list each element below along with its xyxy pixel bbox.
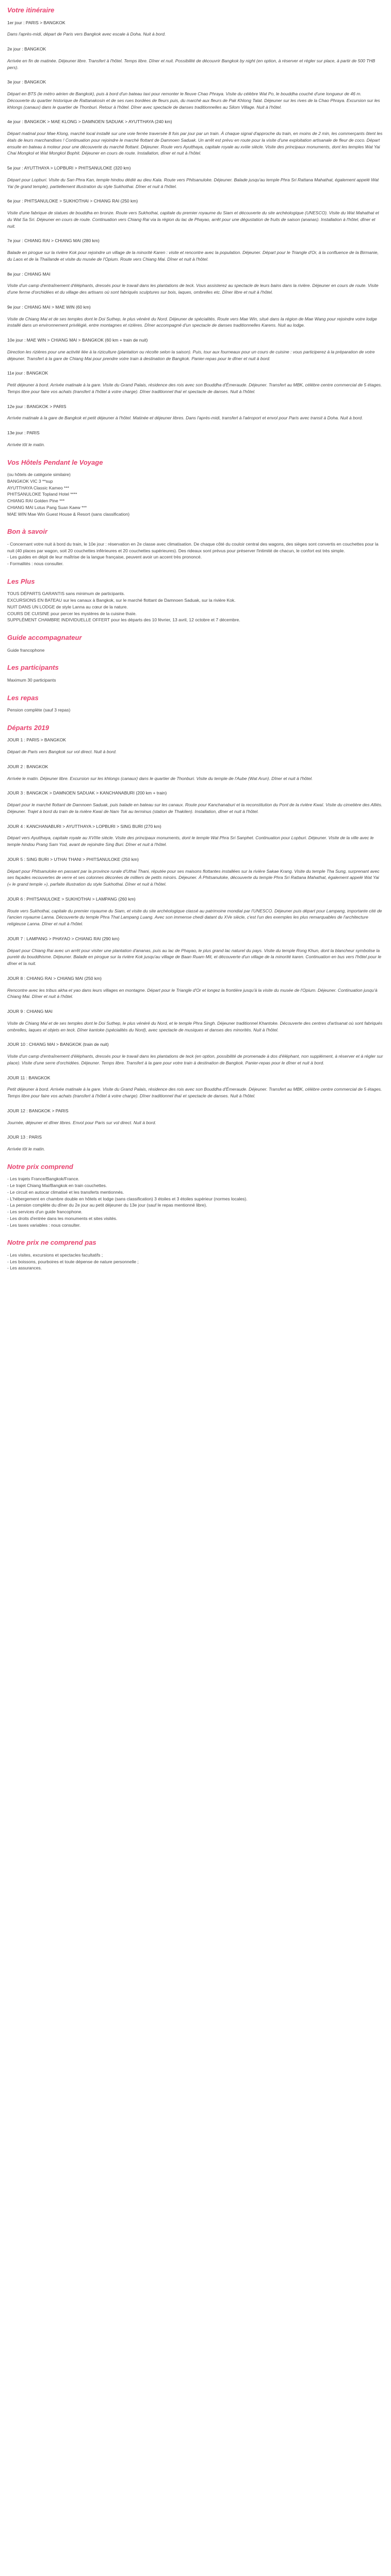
prix-comprend-item: - Les taxes variables : nous consulter. xyxy=(7,1222,81,1228)
prix-comprend-item: - Les services d'un guide francophone. xyxy=(7,1209,83,1214)
depart-day-title: JOUR 2 : BANGKOK xyxy=(7,764,48,769)
itinerary-step xyxy=(7,430,384,448)
depart-day-body: Visite d'un camp d'entraînement d'éléphants, dressés pour le travail dans les plantations de teck (en option, possibilité de promenade à dos d'éléphant, non supplément, à réserver et à régler sur place). Visite d'une serre d'orchidées. Déjeuner. Temps libre. Transfert à la gare pour votre train à destination de Bangkok. Panier-repas pour le dîner et nuit à bord. xyxy=(7,1054,383,1065)
itinerary-step-body: Arrivée en fin de matinée. Déjeuner libre. Transfert à l'hôtel. Temps libre. Dîner et nuit. Possibilité de découvrir Bangkok by night (en option, à réserver et régler sur place, à partir de 500 THB pers). xyxy=(7,58,376,70)
itinerary-step xyxy=(7,79,384,110)
bon-a-savoir-item: - Concernant votre nuit à bord du train, le 10e jour : réservation en 2e classe avec climatisation. De chaque côté du couloir central des wagons, des sièges sont convertis en couchettes pour la nuit (40 places par wagon, soit 20 couchettes inférieures et 20 couchettes supérieures). Des rideaux sont prévus pour préserver l'intimité de chacun, le confort est très simple. xyxy=(7,541,379,553)
depart-day-title: JOUR 12 : BANGKOK > PARIS xyxy=(7,1108,69,1113)
itinerary-step xyxy=(7,20,384,38)
depart-day xyxy=(7,1008,384,1033)
prix-ne-comprend-item: - Les boissons, pourboires et toute dépense de nature personnelle ; xyxy=(7,1259,139,1264)
bon-a-savoir-list xyxy=(7,541,384,567)
section-title-prix-ne-comprend: Notre prix ne comprend pas xyxy=(7,1239,96,1247)
itinerary-step-title: 1er jour : PARIS > BANGKOK xyxy=(7,20,66,25)
section-title-departs: Départs 2019 xyxy=(7,723,49,732)
hotels-intro: (ou hôtels de catégorie similaire) xyxy=(7,472,71,477)
repas-text: Pension complète (sauf 3 repas) xyxy=(7,707,71,713)
prix-comprend-item: - L'hébergement en chambre double en hôtels et lodge (sans classification) 3 étoiles et 3 étoiles supérieur (normes locales). xyxy=(7,1196,248,1201)
depart-day-title: JOUR 6 : PHITSANULOKE > SUKHOTHAI > LAMPANG (260 km) xyxy=(7,896,136,902)
itinerary-step-body: Visite d'une fabrique de statues de bouddha en bronze. Route vers Sukhothai, capitale du premier royaume du Siam et découverte du site archéologique (UNESCO). Visite du Wat Mahathat et du Wat Sa Sri. Déjeuner en cours de route. Continuation vers Chiang Rai via la région du lac de Phayao, arrêt pour une dégustation de fruits de saison (ananas). Installation à l'hôtel, dîner et nuit. xyxy=(7,210,379,229)
itinerary-step-title: 13e jour : PARIS xyxy=(7,430,40,435)
section-title-prix-comprend: Notre prix comprend xyxy=(7,1162,73,1171)
itinerary-step-title: 11e jour : BANGKOK xyxy=(7,370,48,376)
prix-comprend-item: - Le circuit en autocar climatisé et les transferts mentionnés. xyxy=(7,1189,124,1195)
depart-day-title: JOUR 5 : SING BURI > UTHAI THANI > PHITSANULOKE (250 km) xyxy=(7,856,139,862)
depart-day-title: JOUR 8 : CHIANG RAI > CHIANG MAI (250 km) xyxy=(7,975,102,981)
depart-day-body: Départ pour le marché flottant de Damnoen Saduak, puis balade en bateau sur les canaux. Route pour Kanchanaburi et la reconstitution du Pont de la rivière Kwaï. Visite du cimetière des Alliés. Déjeuner. Trajet à bord du train de la rivière Kwaï de Nam Tok au terminus (station de Thakilen). Installation, dîner et nuit à l'hôtel. xyxy=(7,802,383,814)
prix-ne-comprend-list xyxy=(7,1252,384,1272)
les-plus-item: EXCURSIONS EN BATEAU sur les canaux à Bangkok, sur le marché flottant de Damnoen Saduak, sur la rivière Kok. xyxy=(7,598,236,603)
depart-day-body: Départ de Paris vers Bangkok sur vol direct. Nuit à bord. xyxy=(7,749,117,754)
section-title-bon-a-savoir: Bon à savoir xyxy=(7,528,48,536)
itinerary-step xyxy=(7,370,384,395)
hotel-item: CHIANG RAI Golden Pine *** xyxy=(7,498,65,503)
depart-day xyxy=(7,856,384,888)
depart-day-body: Départ pour Chiang Rai avec un arrêt pour visiter une plantation d'ananas, puis au lac de Phayao, le plus grand lac naturel du pays. Visite du temple Rong Khun, dont la blancheur symbolise la pureté du bouddhisme. Déjeuner. Balade en pirogue sur la rivière Kok jusqu'au village de Baan Ruam Mit, et découverte d'un village de la minorité karen. Continuation en bus vers l'hôtel pour le dîner et la nuit. xyxy=(7,947,382,966)
depart-day-title: JOUR 9 : CHIANG MAI xyxy=(7,1009,53,1014)
itinerary-step xyxy=(7,198,384,229)
depart-day-title: JOUR 3 : BANGKOK > DAMNOEN SADUAK > KANCHANABURI (200 km + train) xyxy=(7,790,167,796)
depart-day xyxy=(7,737,384,755)
itinerary-step-title: 9e jour : CHIANG MAI > MAE WIN (60 km) xyxy=(7,304,91,310)
itinerary-step-body: Arrivée matinale à la gare de Bangkok et petit déjeuner à l'hôtel. Matinée et déjeuner libres. Dans l'après-midi, transfert à l'aéroport et envol pour Paris avec transit à Doha. Nuit à bord. xyxy=(7,415,363,421)
depart-day-body: Journée, déjeuner et dîner libres. Envol pour Paris sur vol direct. Nuit à bord. xyxy=(7,1120,156,1125)
depart-day-title: JOUR 1 : PARIS > BANGKOK xyxy=(7,737,66,743)
prix-comprend-item: - Les trajets France/Bangkok/France. xyxy=(7,1176,79,1182)
depart-day-body: Arrivée tôt le matin. xyxy=(7,1146,45,1151)
itinerary-step-body: Départ matinal pour Mae Klong, marché local installé sur une voie ferrée traversée 8 fois par jour par un train. À chaque signal d'approche du train, en moins de 2 min, les commerçants ôtent les étals de leurs marchandises ! Continuation pour rejoindre le marché flottant de Damnoen Saduak. Un arrêt est prévu en route pour la visite d'une exploitation artisanale de fleur de coco. Départ ensuite en bateau à moteur pour une découverte du marché flottant. Déjeuner. Route vers Ayutthaya, capitale royale au xviiie siècle. Visite des principaux monuments, dont les temples Wat Yai Chai Mongkol et Wat Mongkol Bophit. Déjeuner en cours de route. Installation, dîner et nuit à l'hôtel. xyxy=(7,131,383,156)
prix-comprend-item: - La pension complète du dîner du 2e jour au petit déjeuner du 13e jour (sauf le repas mentionné libre). xyxy=(7,1202,207,1208)
prix-comprend-item: - Les droits d'entrée dans les monuments et sites visités. xyxy=(7,1215,118,1221)
les-plus-item: TOUS DÉPARTS GARANTIS sans minimum de participants. xyxy=(7,591,125,597)
bon-a-savoir-item: - Les guides en dépit de leur maîtrise de la langue française, peuvent avoir un accent très prononcé. xyxy=(7,554,202,560)
depart-day xyxy=(7,1108,384,1126)
itinerary-step-body: Départ pour Lopburi. Visite du San Phra Kan, temple hindou dédié au dieu Kala. Route vers Phitsanuloke. Déjeuner. Balade jusqu'au temple Phra Sri Rattana Mahathat, également appelé Wat Yai (le grand temple), partiellement illustration du style Sukhothai. Dîner et nuit à l'hôtel. xyxy=(7,177,379,189)
prix-ne-comprend-item: - Les visites, excursions et spectacles facultatifs ; xyxy=(7,1252,103,1258)
itinerary-step-body: Balade en pirogue sur la rivière Kok pour rejoindre un village de la minorité Karen : visite et rencontre avec la population. Déjeuner. Départ pour le Triangle d'Or, à la confluence de la Birmanie, du Laos et de la Thaïlande et visite du musée de l'Opium. Route vers Chiang Mai. Dîner et nuit à l'hôtel. xyxy=(7,250,379,262)
hotel-item: MAE WIN Mae Win Guest House & Resort (sans classification) xyxy=(7,511,130,517)
itinerary-step-title: 5e jour : AYUTTHAYA > LOPBURI > PHITSANULOKE (320 km) xyxy=(7,165,131,171)
depart-day-title: JOUR 10 : CHIANG MAI > BANGKOK (train de nuit) xyxy=(7,1042,109,1047)
section-title-guide: Guide accompagnateur xyxy=(7,634,82,641)
les-plus-item: NUIT DANS UN LODGE de style Lanna au cœur de la nature. xyxy=(7,604,128,609)
itinerary-step xyxy=(7,118,384,157)
depart-day xyxy=(7,823,384,848)
depart-day-title: JOUR 4 : KANCHANABURI > AYUTTHAYA > LOPBURI > SING BURI (270 km) xyxy=(7,823,161,829)
itinerary-step-title: 3e jour : BANGKOK xyxy=(7,79,46,85)
departs-list xyxy=(7,737,384,1153)
section-title-les-plus: Les Plus xyxy=(7,577,35,585)
section-title-hotels: Vos Hôtels Pendant le Voyage xyxy=(7,458,103,466)
hotel-item: PHITSANULOKE Topland Hotel **** xyxy=(7,492,77,497)
itinerary-step-title: 8e jour : CHIANG MAI xyxy=(7,271,51,277)
section-title-repas: Les repas xyxy=(7,693,39,702)
itinerary-step-body: Dans l'après-midi, départ de Paris vers Bangkok avec escale à Doha. Nuit à bord. xyxy=(7,31,166,37)
itinerary-step xyxy=(7,304,384,329)
itinerary-step-title: 12e jour : BANGKOK > PARIS xyxy=(7,403,67,409)
depart-day xyxy=(7,975,384,1000)
section-title-participants: Les participants xyxy=(7,664,59,672)
itinerary-step xyxy=(7,46,384,71)
depart-day-body: Visite de Chiang Mai et de ses temples dont le Doi Suthep, le plus vénéré du Nord, et le temple Phra Singh. Déjeuner traditionnel Khantoke. Découverte des centres d'artisanat où sont fabriqués ombrelles, laques et objets en teck. Dîner kantoke (spécialités du Nord), avec spectacle de musiques et danses des minorités. Nuit à l'hôtel. xyxy=(7,1020,383,1032)
depart-day-title: JOUR 13 : PARIS xyxy=(7,1134,42,1140)
itinerary-step-body: Départ en BTS (le métro aérien de Bangkok), puis à bord d'un bateau taxi pour remonter le fleuve Chao Phraya. Visite du célèbre Wat Po, le bouddha couché d'une longueur de 46 m. Découverte du quartier historique de Rattanakosin et de ses rues bordées de fleurs puis, du marché aux fleurs de Pak Khlong Talat. Déjeuner sur les rives de la Chao Phraya. Excursion sur les khlongs (canaux) dans le quartier de Thonburi. Retour à l'hôtel. Dîner avec spectacle de danses traditionnelles au Silom Village. Nuit à l'hôtel. xyxy=(7,91,380,110)
participants-text: Maximum 30 participants xyxy=(7,677,56,683)
les-plus-item: COURS DE CUISINE pour percer les mystères de la cuisine thaïe. xyxy=(7,611,137,616)
itinerary-step-title: 4e jour : BANGKOK > MAE KLONG > DAMNOEN SADUAK > AYUTTHAYA (240 km) xyxy=(7,119,172,125)
itinerary-step-title: 2e jour : BANGKOK xyxy=(7,46,46,52)
bon-a-savoir-item: - Formalités : nous consulter. xyxy=(7,561,64,566)
itinerary-step-body: Direction les rizières pour une activité liée à la riziculture (plantation ou récolte selon la saison). Puis, tour aux fourneaux pour un cours de cuisine : vous participerez à la préparation de votre déjeuner. Transfert à la gare de Chiang Mai pour prendre votre train à destination de Bangkok. Panier-repas pour le dîner et nuit à bord. xyxy=(7,349,375,361)
hotels-list xyxy=(7,478,384,518)
depart-day xyxy=(7,896,384,927)
depart-day-body: Route vers Sukhothai, capitale du premier royaume du Siam, et visite du site archéologique classé au patrimoine mondial par l'UNESCO. Déjeuner puis départ pour Lampang, importante cité de l'ancien royaume Lanna. Découverte du temple Phra That Lampang Luang. Avec son immense chedi datant du XVe siècle, c'est l'un des exemples les plus remarquables de l'architecture religieuse Lanna. Dîner et nuit à l'hôtel. xyxy=(7,908,382,926)
section-title-itineraire: Votre itinéraire xyxy=(7,6,55,14)
les-plus-item: SUPPLÉMENT CHAMBRE INDIVIDUELLE OFFERT pour les départs des 10 février, 13 avril, 12 octobre et 7 décembre. xyxy=(7,617,240,623)
depart-day-body: Départ vers Ayutthaya, capitale royale au XVIIIe siècle. Visite des principaux monuments, dont le temple Wat Phra Sri Sanphet. Continuation pour Lopburi. Déjeuner. Visite de la ville avec le temple hindou Prang Sam Yod, avant de rejoindre Sing Buri. Dîner et nuit à l'hôtel. xyxy=(7,835,374,847)
itinerary-step-body: Petit déjeuner à bord. Arrivée matinale à la gare. Visite du Grand Palais, résidence des rois avec son Bouddha d'Émeraude. Déjeuner. Transfert au MBK, célèbre centre commercial de 5 étages. Temps libre pour faire vos achats (transfert à l'hôtel à votre charge). Dîner traditionnel thaï et spectacle de danses. Nuit à l'hôtel. xyxy=(7,382,382,394)
guide-text: Guide francophone xyxy=(7,647,45,653)
depart-day xyxy=(7,936,384,967)
depart-day-title: JOUR 7 : LAMPANG > PHAYAO > CHIANG RAI (290 km) xyxy=(7,936,120,941)
itinerary-step-title: 10e jour : MAE WIN > CHIANG MAI > BANGKOK (60 km + train de nuit) xyxy=(7,337,148,343)
depart-day-body: Petit déjeuner à bord. Arrivée matinale à la gare. Visite du Grand Palais, résidence des rois avec son Bouddha d'Émeraude. Déjeuner. Transfert au MBK, célèbre centre commercial de 5 étages. Temps libre pour faire vos achats (transfert à l'hôtel à votre charge). Dîner traditionnel thaï et spectacle de danses. Nuit à l'hôtel. xyxy=(7,1087,382,1098)
les-plus-list xyxy=(7,590,384,623)
prix-comprend-list xyxy=(7,1176,384,1228)
depart-day xyxy=(7,764,384,782)
itinerary-step-title: 6e jour : PHITSANULOKE > SUKHOTHAI > CHIANG RAI (250 km) xyxy=(7,198,138,204)
itinerary-step-body: Arrivée tôt le matin. xyxy=(7,442,45,447)
prix-comprend-item: - Le trajet Chiang Mai/Bangkok en train couchettes. xyxy=(7,1183,107,1188)
depart-day-body: Rencontre avec les tribus akha et yao dans leurs villages en montagne. Départ pour le Triangle d'Or et longez la frontière jusqu'à la visite du musée de l'Opium. Déjeuner. Continuation jusqu'à Chiang Mai. Dîner et nuit à l'hôtel. xyxy=(7,987,378,999)
hotel-item: CHIANG MAI Lotus Pang Suan Kaew *** xyxy=(7,504,87,510)
depart-day-body: Arrivée le matin. Déjeuner libre. Excursion sur les khlongs (canaux) dans le quartier de Thonburi. Visite du temple de l'Aube (Wat Arun). Dîner et nuit à l'hôtel. xyxy=(7,775,313,781)
depart-day xyxy=(7,1075,384,1099)
itinerary-step xyxy=(7,403,384,422)
depart-day xyxy=(7,1134,384,1153)
itinerary-step-body: Visite de Chiang Mai et de ses temples dont le Doi Suthep, le plus vénéré du Nord. Déjeuner de spécialités. Route vers Mae Win, situé dans la région de Mae Wang pour rejoindre votre lodge installé dans un environnement privilégié, entre montagnes et rizières. Dîner accompagné d'un spectacle de danses traditionnelles Karens. Nuit au lodge. xyxy=(7,316,377,328)
itinerary-step xyxy=(7,165,384,190)
itinerary-step xyxy=(7,271,384,296)
hotel-item: AYUTTHAYA Classic Kameo *** xyxy=(7,485,69,490)
itinerary-list xyxy=(7,20,384,448)
itinerary-step xyxy=(7,337,384,362)
prix-ne-comprend-item: - Les assurances. xyxy=(7,1265,42,1271)
hotel-item: BANGKOK VIC 3 **sup xyxy=(7,478,53,484)
itinerary-step xyxy=(7,238,384,262)
depart-day-title: JOUR 11 : BANGKOK xyxy=(7,1075,51,1080)
depart-day-body: Départ pour Phitsanuloke en passant par la province rurale d'Uthai Thani, réputée pour ses maisons flottantes installées sur la rivière Sakae Krang. Visite du temple Tha Sung, surprenant avec ses façades recouvertes de verre et ses colonnes décorées de milliers de petits miroirs. Déjeuner. À Phitsanuloke, découverte du temple Phra Sri Rattana Mahathat, également appelé Wat Yai (« le grand temple »), parfaite illustration du style Sukhothai. Dîner et nuit à l'hôtel. xyxy=(7,868,380,887)
hotels-block xyxy=(7,471,384,517)
depart-day xyxy=(7,1041,384,1066)
itinerary-step-title: 7e jour : CHIANG RAI > CHIANG MAI (280 km) xyxy=(7,238,100,244)
depart-day xyxy=(7,790,384,815)
itinerary-step-body: Visite d'un camp d'entraînement d'éléphants, dressés pour le travail dans les plantations de teck. Vous assisterez au spectacle de leurs bains dans la rivière. Déjeuner en cours de route. Visite d'une ferme d'orchidées et du village des artisans où sont fabriqués sculptures sur bois, laques, ombrelles etc. Dîner libre et nuit à l'hôtel. xyxy=(7,283,379,295)
